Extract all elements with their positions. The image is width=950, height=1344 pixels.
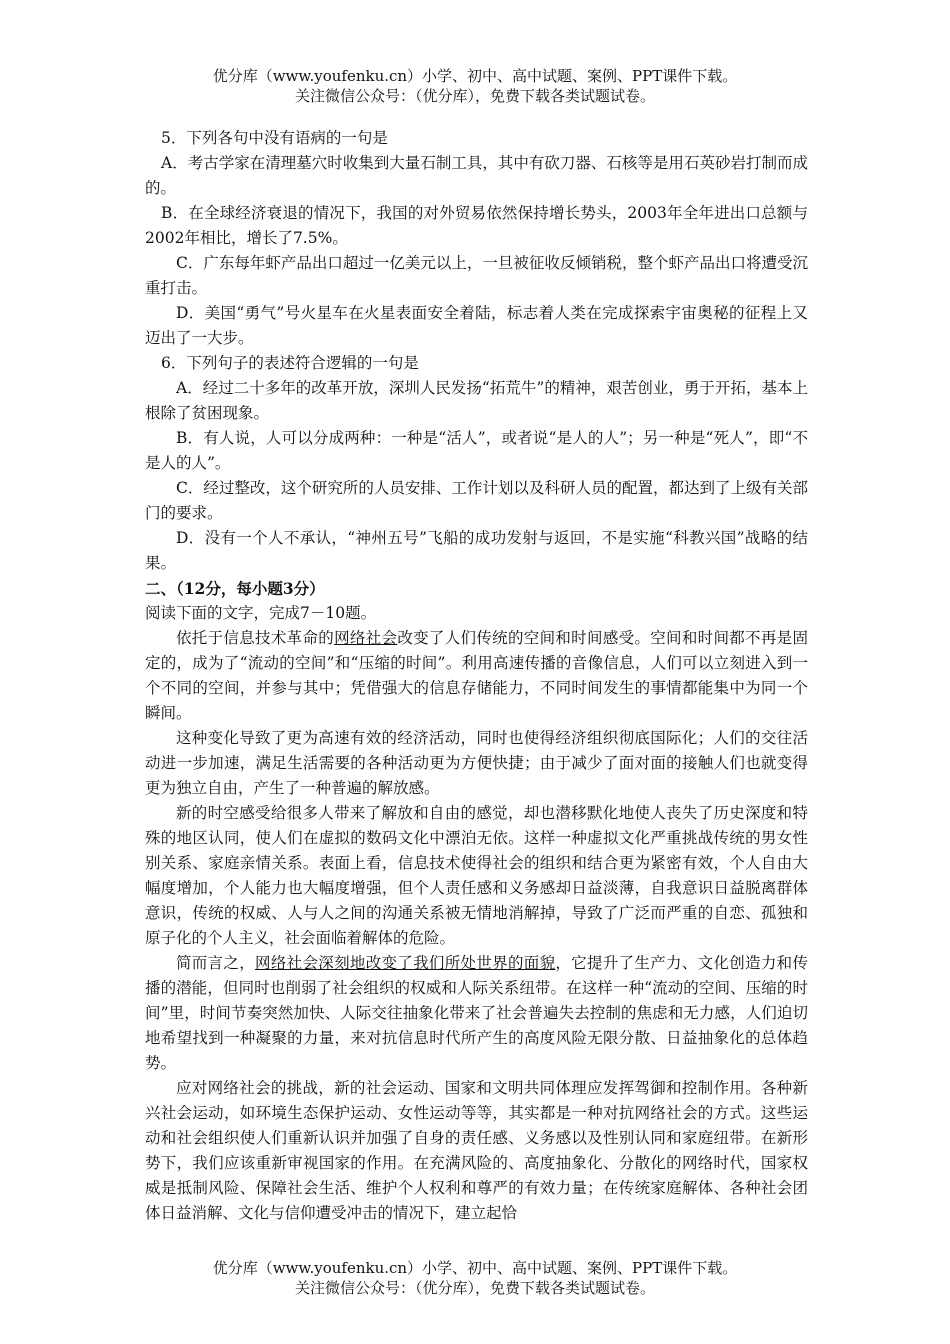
- question-5-option-a: A．考古学家在清理墓穴时收集到大量石制工具，其中有砍刀器、石核等是用石英砂岩打制而成的。: [145, 154, 808, 197]
- page-header: [0, 66, 950, 106]
- passage-p4-post: ，它提升了生产力、文化创造力和传播的潜能，但同时也削弱了社会组织的权威和人际关系纽带。在这样一种“流动的空间、压缩的时间”里，时间节奏突然加快、人际交往抽象化带来了社会普遍失去控制的焦虑和无力感，人们迫切地希望找到一种凝聚的力量，来对抗信息时代所产生的高度风险无限分散、日益抽象化的总体趋势。: [145, 954, 808, 1072]
- question-5-stem: 5．下列各句中没有语病的一句是: [161, 129, 388, 147]
- passage-paragraph-1: [145, 626, 808, 726]
- underlined-term-network-society: 网络社会: [334, 629, 398, 647]
- header-line-2: 关注微信公众号：（优分库），免费下载各类试题试卷。: [294, 87, 655, 105]
- passage-p1-post: 改变了人们传统的空间和时间感受。空间和时间都不再是固定的，成为了“流动的空间”和“压缩的时间”。利用高速传播的音像信息，人们可以立刻进入到一个不同的空间，并参与其中；凭借强大的信息存储能力，不同时间发生的事情都能集中为同一个瞬间。: [145, 629, 808, 722]
- page-footer: [0, 1258, 950, 1298]
- passage-p1-pre: 依托于信息技术革命的: [176, 629, 335, 647]
- document-body: [145, 126, 808, 1226]
- question-5-option-b: B．在全球经济衰退的情况下，我国的对外贸易依然保持增长势头，2003年全年进出口总额与2002年相比，增长了7.5%。: [145, 204, 808, 247]
- underlined-sentence: 网络社会深刻地改变了我们所处世界的面貌: [255, 954, 556, 972]
- question-6-option-a: A．经过二十多年的改革开放，深圳人民发扬“拓荒牛”的精神，艰苦创业，勇于开拓，基本上根除了贫困现象。: [145, 379, 808, 422]
- question-5-option-c: C．广东每年虾产品出口超过一亿美元以上，一旦被征收反倾销税，整个虾产品出口将遭受沉重打击。: [145, 254, 808, 297]
- passage-paragraph-5: 应对网络社会的挑战，新的社会运动、国家和文明共同体理应发挥驾御和控制作用。各种新兴社会运动，如环境生态保护运动、女性运动等等，其实都是一种对抗网络社会的方式。这些运动和社会组织使人们重新认识并加强了自身的责任感、义务感以及性别认同和家庭纽带。在新形势下，我们应该重新审视国家的作用。在充满风险的、高度抽象化、分散化的网络时代，国家权威是抵制风险、保障社会生活、维护个人权利和尊严的有效力量；在传统家庭解体、各种社会团体日益消解、文化与信仰遭受冲击的情况下，建立起恰: [145, 1079, 808, 1222]
- footer-line-2: 关注微信公众号：（优分库），免费下载各类试题试卷。: [294, 1279, 655, 1297]
- section-2-instruction: 阅读下面的文字，完成7－10题。: [145, 604, 377, 622]
- passage-p4-pre: 简而言之，: [176, 954, 256, 972]
- passage-paragraph-4: [145, 951, 808, 1076]
- passage-paragraph-3: 新的时空感受给很多人带来了解放和自由的感觉，却也潜移默化地使人丧失了历史深度和特殊的地区认同，使人们在虚拟的数码文化中漂泊无依。这样一种虚拟文化严重挑战传统的男女性别关系、家庭亲情关系。表面上看，信息技术使得社会的组织和结合更为紧密有效，个人自由大幅度增加，个人能力也大幅度增强，但个人责任感和义务感却日益淡薄，自我意识日益脱离群体意识，传统的权威、人与人之间的沟通关系被无情地消解掉，导致了广泛而严重的自恋、孤独和原子化的个人主义，社会面临着解体的危险。: [145, 804, 808, 947]
- header-line-1: 优分库（www.youfenku.cn）小学、初中、高中试题、案例、PPT课件下载。: [212, 67, 738, 85]
- question-6-option-c: C．经过整改，这个研究所的人员安排、工作计划以及科研人员的配置，都达到了上级有关部门的要求。: [145, 479, 808, 522]
- footer-line-1: 优分库（www.youfenku.cn）小学、初中、高中试题、案例、PPT课件下载。: [212, 1259, 738, 1277]
- passage-paragraph-2: 这种变化导致了更为高速有效的经济活动，同时也使得经济组织彻底国际化；人们的交往活动进一步加速，满足生活需要的各种活动更为方便快捷；由于减少了面对面的接触人们也就变得更为独立自由，产生了一种普遍的解放感。: [145, 729, 808, 797]
- question-5-option-d: D．美国“勇气”号火星车在火星表面安全着陆，标志着人类在完成探索宇宙奥秘的征程上又迈出了一大步。: [145, 304, 808, 347]
- question-6-option-b: B．有人说，人可以分成两种：一种是“活人”，或者说“是人的人”；另一种是“死人”，即“不是人的人”。: [145, 429, 808, 472]
- question-6-stem: 6．下列句子的表述符合逻辑的一句是: [161, 354, 419, 372]
- section-2-heading: 二、（12分，每小题3分）: [145, 579, 325, 598]
- question-6-option-d: D．没有一个人不承认，“神州五号”飞船的成功发射与返回，不是实施“科教兴国”战略的结果。: [145, 529, 808, 572]
